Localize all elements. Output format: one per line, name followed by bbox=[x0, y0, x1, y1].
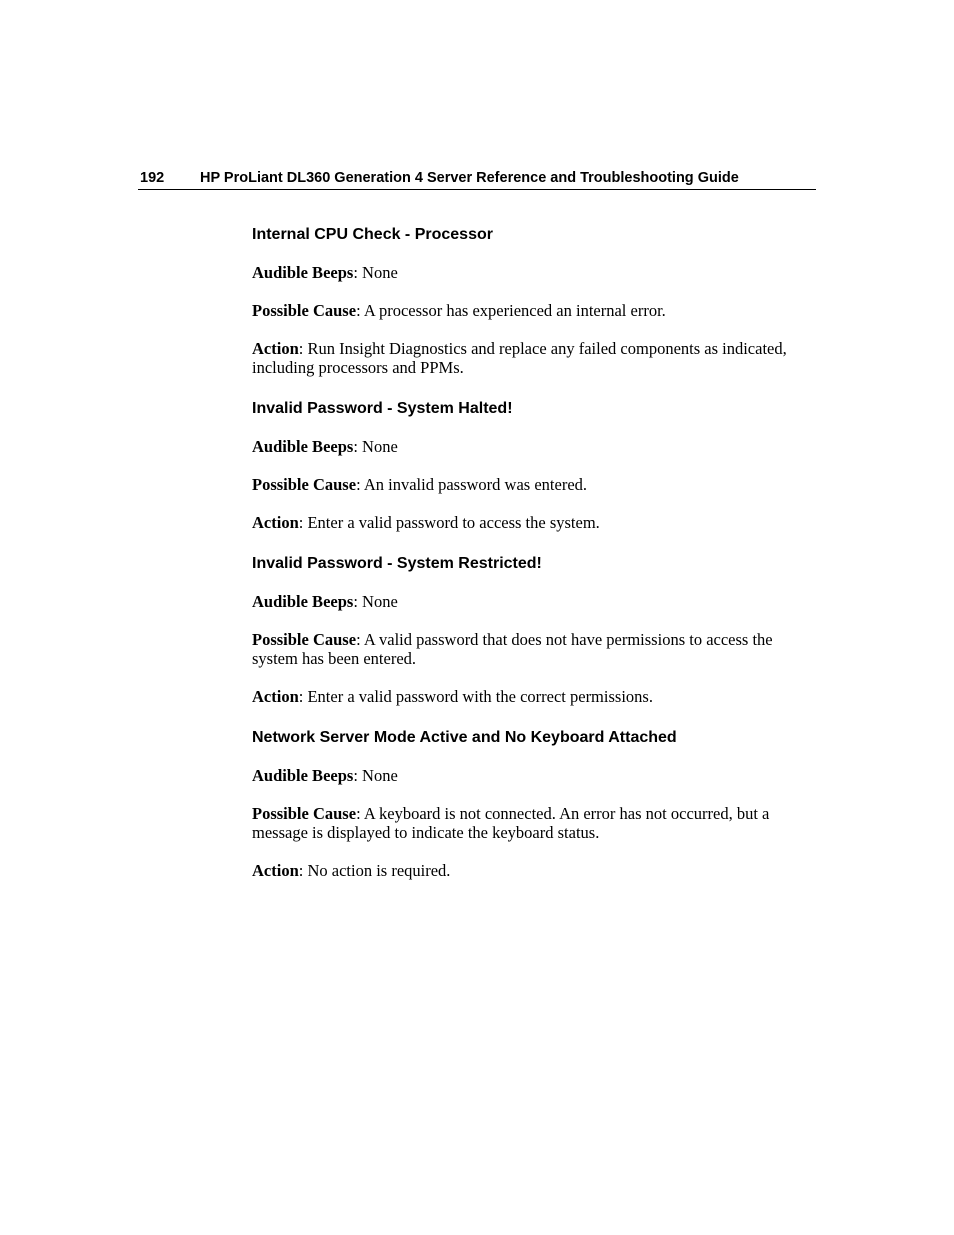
entry-text: : None bbox=[353, 437, 398, 456]
entry-text: : Enter a valid password to access the system. bbox=[298, 513, 600, 532]
page-number: 192 bbox=[140, 170, 165, 186]
entry-label: Possible Cause bbox=[252, 475, 357, 494]
entry-text: : No action is required. bbox=[298, 861, 451, 880]
entry-text: : None bbox=[353, 263, 398, 282]
entry-text: : A valid password that does not have permissions to access the system has been entered. bbox=[252, 630, 773, 668]
section-heading: Invalid Password - System Restricted! bbox=[252, 555, 542, 572]
possible-cause-entry bbox=[252, 475, 818, 494]
action-entry bbox=[252, 861, 818, 880]
page-header bbox=[138, 168, 816, 190]
section-network-server-mode bbox=[252, 727, 818, 880]
section-invalid-password-halted bbox=[252, 398, 818, 532]
audible-beeps-entry bbox=[252, 437, 818, 456]
audible-beeps-entry bbox=[252, 263, 818, 282]
entry-label: Action bbox=[252, 513, 299, 532]
section-heading: Invalid Password - System Halted! bbox=[252, 400, 513, 417]
entry-text: : Enter a valid password with the correct permissions. bbox=[298, 687, 653, 706]
possible-cause-entry bbox=[252, 301, 818, 320]
entry-text: : None bbox=[353, 592, 398, 611]
entry-label: Audible Beeps bbox=[252, 766, 354, 785]
entry-text: : An invalid password was entered. bbox=[356, 475, 588, 494]
entry-label: Audible Beeps bbox=[252, 437, 354, 456]
page-content bbox=[252, 224, 818, 880]
entry-label: Action bbox=[252, 861, 299, 880]
section-internal-cpu-check bbox=[252, 224, 818, 377]
entry-label: Possible Cause bbox=[252, 804, 357, 823]
entry-label: Action bbox=[252, 687, 299, 706]
entry-label: Possible Cause bbox=[252, 630, 357, 649]
audible-beeps-entry bbox=[252, 766, 818, 785]
entry-label: Audible Beeps bbox=[252, 263, 354, 282]
action-entry bbox=[252, 513, 818, 532]
section-heading: Internal CPU Check - Processor bbox=[252, 226, 493, 243]
audible-beeps-entry bbox=[252, 592, 818, 611]
entry-label: Possible Cause bbox=[252, 301, 357, 320]
section-invalid-password-restricted bbox=[252, 553, 818, 706]
possible-cause-entry bbox=[252, 804, 818, 842]
section-heading: Network Server Mode Active and No Keyboard Attached bbox=[252, 729, 677, 746]
possible-cause-entry bbox=[252, 630, 818, 668]
entry-text: : Run Insight Diagnostics and replace any failed components as indicated, including processors and PPMs. bbox=[252, 339, 787, 377]
action-entry bbox=[252, 687, 818, 706]
action-entry bbox=[252, 339, 818, 377]
entry-text: : A keyboard is not connected. An error has not occurred, but a message is displayed to indicate the keyboard status. bbox=[252, 804, 770, 842]
entry-text: : A processor has experienced an internal error. bbox=[356, 301, 666, 320]
entry-label: Action bbox=[252, 339, 299, 358]
entry-text: : None bbox=[353, 766, 398, 785]
entry-label: Audible Beeps bbox=[252, 592, 354, 611]
document-title: HP ProLiant DL360 Generation 4 Server Reference and Troubleshooting Guide bbox=[200, 170, 739, 186]
